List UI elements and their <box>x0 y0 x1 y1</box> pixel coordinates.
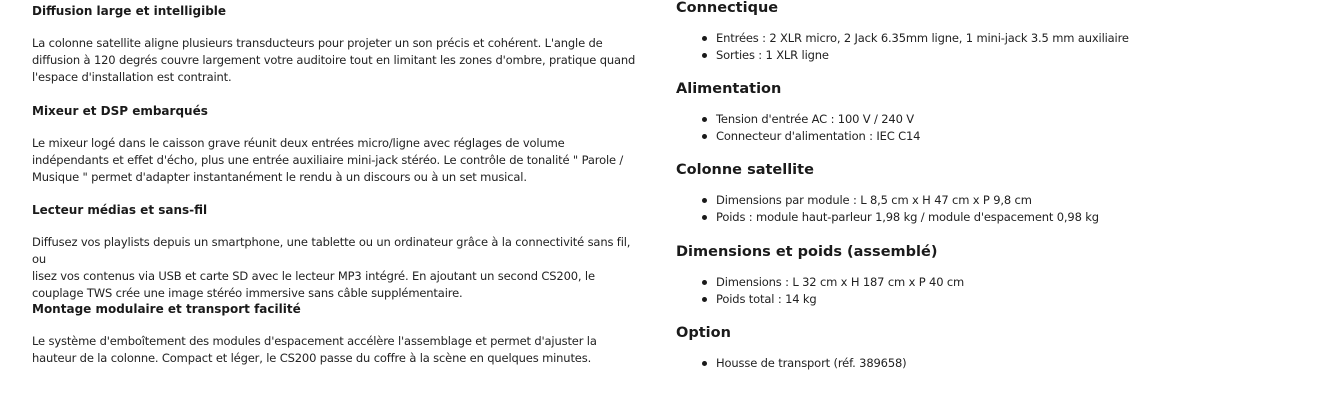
spec-heading: Alimentation <box>676 81 782 97</box>
spec-item <box>676 209 1316 226</box>
feature-line: Diffusez vos playlists depuis un smartphone, une tablette ou un ordinateur grâce à la connectivité sans fil, ou <box>32 235 631 266</box>
spec-list <box>676 355 1316 372</box>
spec-heading: Option <box>676 325 731 341</box>
spec-heading: Colonne satellite <box>676 162 814 178</box>
spec-item <box>676 192 1316 209</box>
bullet-icon <box>702 297 707 302</box>
feature-section <box>32 3 642 86</box>
bullet-icon <box>702 361 707 366</box>
spec-list <box>676 192 1316 226</box>
spec-section <box>676 324 1316 372</box>
spec-section <box>676 243 1316 308</box>
spec-heading: Dimensions et poids (assemblé) <box>676 244 938 260</box>
feature-description <box>32 135 642 186</box>
bullet-icon <box>702 280 707 285</box>
feature-section <box>32 103 642 186</box>
feature-title: Montage modulaire et transport facilité <box>32 302 301 316</box>
spec-item <box>676 128 1316 145</box>
spec-heading: Connectique <box>676 0 779 16</box>
bullet-icon <box>702 215 707 220</box>
spec-item-text: Dimensions par module : L 8,5 cm x H 47 cm x P 9,8 cm <box>716 193 1032 207</box>
spec-list <box>676 111 1316 145</box>
feature-line: Le système d'emboîtement des modules d'espacement accélère l'assemblage et permet d'ajuster la <box>32 334 597 348</box>
spec-item-text: Dimensions : L 32 cm x H 187 cm x P 40 cm <box>716 275 965 289</box>
feature-line: lisez vos contenus via USB et carte SD avec le lecteur MP3 intégré. En ajoutant un second CS200, le <box>32 269 595 283</box>
spec-item <box>676 111 1316 128</box>
feature-line: La colonne satellite aligne plusieurs transducteurs pour projeter un son précis et cohérent. L'angle de <box>32 36 603 50</box>
feature-line: Musique " permet d'adapter instantanément le rendu à un discours ou à un set musical. <box>32 170 527 184</box>
feature-title: Mixeur et DSP embarqués <box>32 104 208 118</box>
spec-section <box>676 80 1316 145</box>
spec-item <box>676 355 1316 372</box>
spec-item-text: Connecteur d'alimentation : IEC C14 <box>716 129 921 143</box>
spec-item-text: Entrées : 2 XLR micro, 2 Jack 6.35mm ligne, 1 mini-jack 3.5 mm auxiliaire <box>716 31 1129 45</box>
spec-item <box>676 30 1316 47</box>
bullet-icon <box>702 134 707 139</box>
feature-section <box>32 202 642 302</box>
feature-title: Diffusion large et intelligible <box>32 4 227 18</box>
spec-item <box>676 274 1316 291</box>
spec-item-text: Poids : module haut-parleur 1,98 kg / module d'espacement 0,98 kg <box>716 210 1099 224</box>
feature-section <box>32 301 642 367</box>
feature-description <box>32 234 642 302</box>
spec-item-text: Sorties : 1 XLR ligne <box>716 48 829 62</box>
spec-list <box>676 30 1316 64</box>
bullet-icon <box>702 36 707 41</box>
bullet-icon <box>702 53 707 58</box>
feature-line: indépendants et effet d'écho, plus une entrée auxiliaire mini-jack stéréo. Le contrôle de tonalité " Parole / <box>32 153 624 167</box>
spec-item-text: Housse de transport (réf. 389658) <box>716 356 907 370</box>
spec-section <box>676 161 1316 226</box>
feature-line: couplage TWS crée une image stéréo immersive sans câble supplémentaire. <box>32 286 463 300</box>
spec-item <box>676 47 1316 64</box>
feature-description <box>32 333 642 367</box>
feature-description <box>32 35 642 86</box>
spec-item-text: Poids total : 14 kg <box>716 292 817 306</box>
spec-item <box>676 291 1316 308</box>
feature-line: diffusion à 120 degrés couvre largement votre auditoire tout en limitant les zones d'ombre, pratique quand <box>32 53 636 67</box>
spec-item-text: Tension d'entrée AC : 100 V / 240 V <box>716 112 914 126</box>
spec-section <box>676 0 1316 64</box>
feature-line: Le mixeur logé dans le caisson grave réunit deux entrées micro/ligne avec réglages de volume <box>32 136 565 150</box>
bullet-icon <box>702 198 707 203</box>
feature-line: l'espace d'installation est contraint. <box>32 70 232 84</box>
bullet-icon <box>702 117 707 122</box>
feature-line: hauteur de la colonne. Compact et léger, le CS200 passe du coffre à la scène en quelques minutes. <box>32 351 592 365</box>
feature-title: Lecteur médias et sans-fil <box>32 203 208 217</box>
spec-list <box>676 274 1316 308</box>
